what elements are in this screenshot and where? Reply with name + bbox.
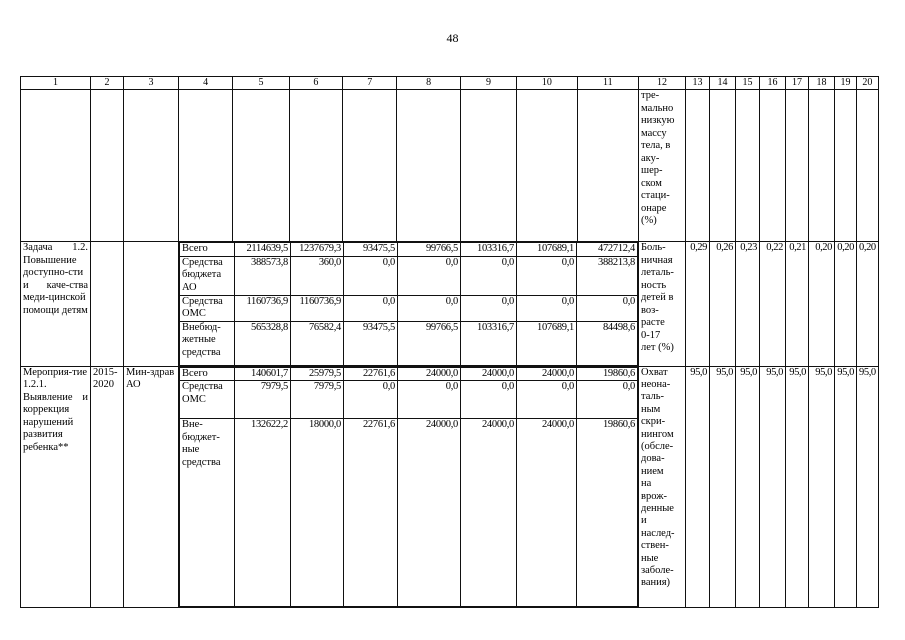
funding-value: 140601,7 [235, 367, 291, 381]
funding-value: 22761,6 [344, 419, 398, 607]
funding-value: 19860,6 [577, 367, 638, 381]
funding-source: Внебюд-жетные средства [180, 321, 235, 365]
column-number: 8 [397, 77, 460, 90]
column-number: 18 [809, 77, 835, 90]
target-value: 95,0 [835, 366, 857, 607]
funding-value: 25979,5 [291, 367, 344, 381]
funding-value: 24000,0 [461, 419, 517, 607]
funding-value: 1237679,3 [291, 243, 344, 257]
column-number: 14 [710, 77, 736, 90]
funding-value: 18000,0 [291, 419, 344, 607]
funding-value: 7979,5 [291, 381, 344, 419]
funding-value: 24000,0 [398, 367, 461, 381]
funding-value: 107689,1 [517, 321, 577, 365]
funding-value: 93475,5 [344, 243, 398, 257]
funding-source: Средства ОМС [180, 295, 235, 321]
funding-value: 0,0 [398, 381, 461, 419]
funding-value: 0,0 [344, 381, 398, 419]
funding-value: 103316,7 [461, 243, 517, 257]
funding-source: Средства бюджета АО [180, 256, 235, 295]
column-number: 9 [460, 77, 516, 90]
funding-value: 0,0 [577, 381, 638, 419]
funding-source: Средства ОМС [180, 381, 235, 419]
measure-row [21, 366, 879, 607]
funding-value: 0,0 [344, 256, 398, 295]
funding-value: 388573,8 [235, 256, 291, 295]
funding-value: 0,0 [398, 295, 461, 321]
funding-row [180, 256, 638, 295]
funding-value: 0,0 [517, 295, 577, 321]
target-value: 95,0 [710, 366, 736, 607]
funding-row [180, 381, 638, 419]
funding-value: 132622,2 [235, 419, 291, 607]
column-number: 5 [233, 77, 289, 90]
funding-value: 1160736,9 [291, 295, 344, 321]
funding-value: 1160736,9 [235, 295, 291, 321]
column-number: 1 [21, 77, 91, 90]
measure-executor: Мин-здрав АО [124, 366, 179, 607]
target-value: 95,0 [686, 366, 710, 607]
column-number: 3 [124, 77, 179, 90]
column-number: 15 [736, 77, 760, 90]
target-value: 0,20 [835, 242, 857, 367]
column-number: 19 [835, 77, 857, 90]
funding-value: 99766,5 [398, 243, 461, 257]
funding-value: 2114639,5 [235, 243, 291, 257]
funding-row [180, 321, 638, 365]
target-value: 95,0 [760, 366, 786, 607]
funding-row [180, 295, 638, 321]
column-numbers-row [21, 77, 879, 90]
target-value: 0,21 [786, 242, 809, 367]
funding-value: 360,0 [291, 256, 344, 295]
target-value: 0,26 [710, 242, 736, 367]
funding-value: 24000,0 [517, 419, 577, 607]
column-number: 7 [343, 77, 397, 90]
funding-value: 19860,6 [577, 419, 638, 607]
funding-value: 24000,0 [398, 419, 461, 607]
task-funding [179, 242, 639, 367]
task-executor [124, 242, 179, 367]
funding-row [180, 367, 638, 381]
funding-value: 0,0 [344, 295, 398, 321]
measure-funding-grid [179, 367, 638, 607]
funding-value: 24000,0 [517, 367, 577, 381]
target-value: 95,0 [857, 366, 879, 607]
funding-value: 84498,6 [577, 321, 638, 365]
measure-period: 2015-2020 [91, 366, 124, 607]
target-value: 95,0 [786, 366, 809, 607]
funding-value: 0,0 [577, 295, 638, 321]
funding-value: 565328,8 [235, 321, 291, 365]
funding-value: 472712,4 [577, 243, 638, 257]
task-name: Задача 1.2. Повышение доступно-сти и каче-ства меди-цинской помощи детям [21, 242, 91, 367]
target-value: 0,22 [760, 242, 786, 367]
funding-value: 0,0 [461, 381, 517, 419]
funding-value: 24000,0 [461, 367, 517, 381]
funding-row [180, 419, 638, 607]
target-value: 95,0 [736, 366, 760, 607]
funding-row [180, 243, 638, 257]
funding-value: 103316,7 [461, 321, 517, 365]
column-number: 10 [517, 77, 577, 90]
column-number: 2 [91, 77, 124, 90]
funding-value: 7979,5 [235, 381, 291, 419]
column-number: 12 [639, 77, 686, 90]
funding-value: 0,0 [517, 381, 577, 419]
column-number: 17 [786, 77, 809, 90]
funding-value: 0,0 [461, 256, 517, 295]
task-funding-grid [179, 242, 638, 366]
measure-funding [179, 366, 639, 607]
task-row [21, 242, 879, 367]
funding-source: Всего [180, 367, 235, 381]
funding-source: Всего [180, 243, 235, 257]
continuation-row [21, 90, 879, 242]
column-number: 20 [857, 77, 879, 90]
program-table [20, 76, 879, 608]
funding-value: 0,0 [398, 256, 461, 295]
target-value: 0,23 [736, 242, 760, 367]
column-number: 11 [577, 77, 638, 90]
funding-value: 107689,1 [517, 243, 577, 257]
column-number: 4 [179, 77, 233, 90]
funding-value: 22761,6 [344, 367, 398, 381]
column-number: 13 [686, 77, 710, 90]
page-number: 48 [446, 31, 459, 45]
measure-name: Мероприя-тие 1.2.1. Выявление и коррекция нарушений развития ребенка** [21, 366, 91, 607]
column-number: 16 [760, 77, 786, 90]
target-value: 0,20 [857, 242, 879, 367]
task-period [91, 242, 124, 367]
funding-value: 0,0 [461, 295, 517, 321]
measure-indicator: Охват неона- таль- ным скри- нингом (обсле- дова- нием на врож- денные и наслед- ствен- ные заболе- вания) [639, 366, 686, 607]
funding-value: 388213,8 [577, 256, 638, 295]
funding-value: 93475,5 [344, 321, 398, 365]
continued-indicator: тре- мально низкую массу тела, в аку- шер- ском стаци- онаре (%) [639, 90, 686, 242]
funding-value: 99766,5 [398, 321, 461, 365]
funding-source: Вне-бюджет-ные средства [180, 419, 235, 607]
funding-value: 76582,4 [291, 321, 344, 365]
target-value: 95,0 [809, 366, 835, 607]
task-indicator: Боль- ничная леталь- ность детей в воз- расте 0-17 лет (%) [639, 242, 686, 367]
target-value: 0,20 [809, 242, 835, 367]
column-number: 6 [289, 77, 342, 90]
funding-value: 0,0 [517, 256, 577, 295]
target-value: 0,29 [686, 242, 710, 367]
